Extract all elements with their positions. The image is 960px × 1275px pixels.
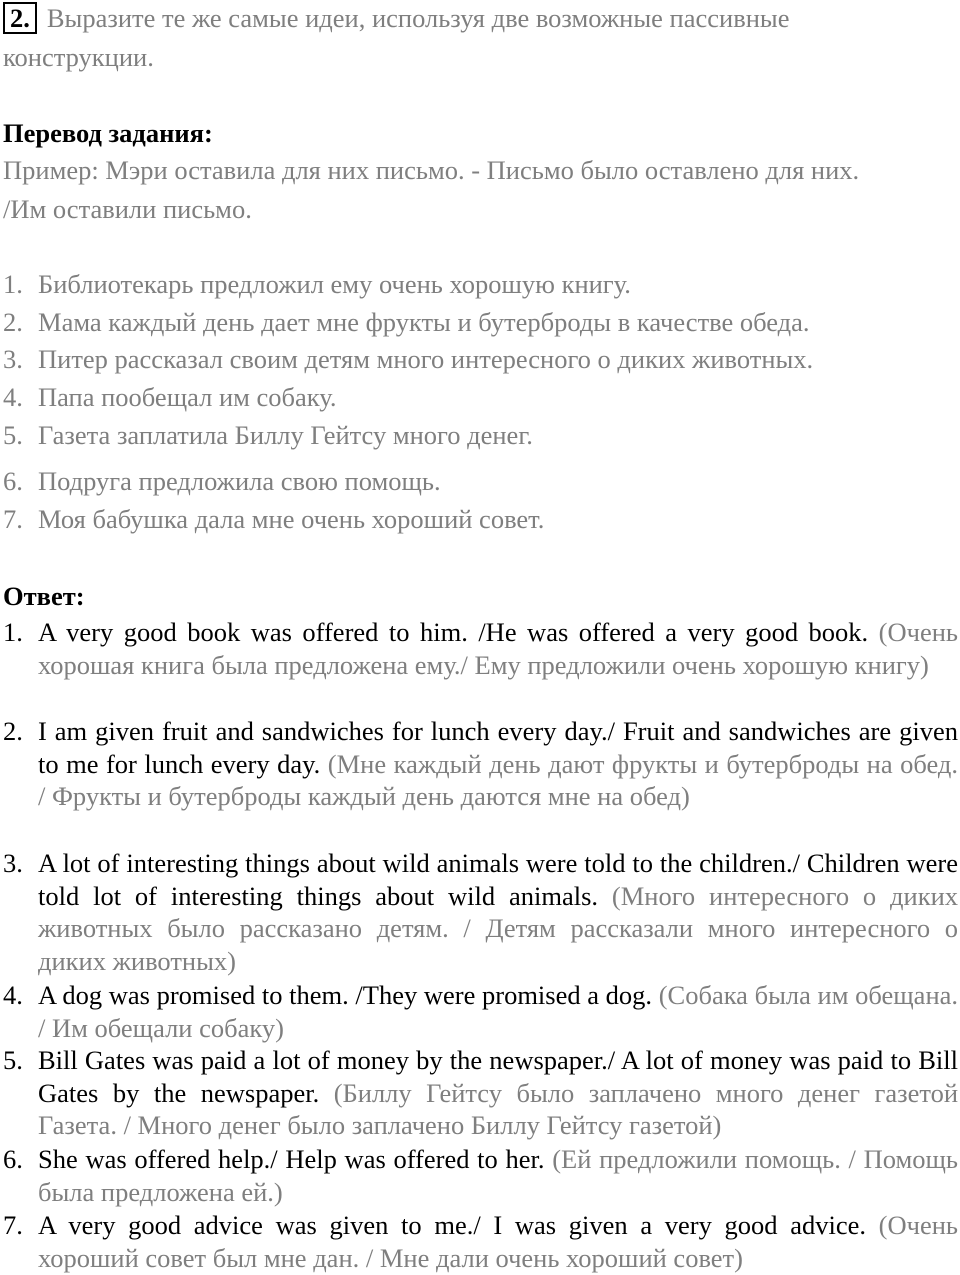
- translation-item-text: Мама каждый день дает мне фрукты и бутерброды в качестве обеда.: [38, 307, 810, 337]
- translation-item-text: Подруга предложила свою помощь.: [38, 466, 441, 496]
- answer-english: Bill Gates was paid a lot of money by the newspaper./ A lot of money was paid to Bill Gates by the newspaper.: [38, 1045, 958, 1108]
- answer-english: A very good book was offered to him. /He was offered a very good book.: [38, 617, 869, 647]
- translation-item: [3, 419, 958, 452]
- translation-item: [3, 268, 958, 301]
- translation-item-number: 3.: [3, 344, 23, 374]
- answer-item-number: 4.: [3, 980, 23, 1010]
- task-instruction-line1: Выразите те же самые идеи, используя две возможные пассивные: [46, 3, 790, 33]
- answer-item-number: 2.: [3, 716, 23, 746]
- answer-russian: (Мне каждый день дают фрукты и бутерброды на обед. / Фрукты и бутерброды каждый день даются мне на обед): [38, 748, 958, 812]
- translation-item-text: Папа пообещал им собаку.: [38, 382, 337, 412]
- answer-russian: (Очень хорошая книга была предложена ему./ Ему предложили очень хорошую книгу): [38, 617, 958, 680]
- translation-item-number: 1.: [3, 269, 23, 299]
- answer-english: A very good advice was given to me./ I was given a very good advice.: [38, 1210, 866, 1240]
- translation-heading: Перевод задания:: [3, 118, 213, 148]
- task-instruction-line2: конструкции.: [3, 42, 154, 72]
- translation-item: [3, 343, 958, 376]
- answer-item-number: 6.: [3, 1144, 23, 1174]
- answer-russian: (Очень хороший совет был мне дан. / Мне дали очень хороший совет): [38, 1210, 958, 1273]
- translation-item-number: 4.: [3, 382, 23, 412]
- translation-item-number: 7.: [3, 504, 23, 534]
- answer-item: [0, 616, 958, 681]
- answer-english: A lot of interesting things about wild animals were told to the children./ Children were told lot of interesting things about wild animals.: [38, 848, 958, 911]
- answer-english: She was offered help./ Help was offered to her.: [38, 1144, 545, 1174]
- answer-heading: Ответ:: [3, 581, 85, 611]
- answer-russian: (Биллу Гейтсу было заплачено много денег газетой Газета. / Много денег было заплачено Биллу Гейтсу газетой): [38, 1077, 959, 1141]
- answer-item-number: 3.: [3, 848, 23, 878]
- answer-item: [0, 847, 958, 978]
- translation-item-text: Газета заплатила Биллу Гейтсу много денег.: [38, 420, 533, 450]
- translation-item: [3, 465, 958, 498]
- answer-english: A dog was promised to them. /They were promised a dog.: [38, 980, 653, 1010]
- answer-item-number: 1.: [3, 617, 23, 647]
- answer-item-number: 7.: [3, 1210, 23, 1240]
- task-instruction: [3, 2, 789, 35]
- translation-item-number: 2.: [3, 307, 23, 337]
- translation-example-line2: /Им оставили письмо.: [3, 194, 252, 224]
- translation-item: [3, 306, 958, 339]
- translation-example-line1: Пример: Мэри оставила для них письмо. - Письмо было оставлено для них.: [3, 155, 860, 185]
- answer-item: [0, 979, 958, 1044]
- answer-item: [0, 1044, 958, 1142]
- translation-item-text: Питер рассказал своим детям много интересного о диких животных.: [38, 344, 814, 374]
- translation-item-text: Моя бабушка дала мне очень хороший совет.: [38, 504, 545, 534]
- answer-item: [0, 1209, 958, 1274]
- translation-item-text: Библиотекарь предложил ему очень хорошую книгу.: [38, 269, 631, 299]
- answer-english: I am given fruit and sandwiches for lunch every day./ Fruit and sandwiches are given to me for lunch every day.: [38, 716, 958, 779]
- translation-item: [3, 381, 958, 414]
- answer-item: [0, 715, 958, 813]
- answer-russian: (Собака была им обещана. / Им обещали собаку): [38, 980, 959, 1043]
- translation-item-number: 6.: [3, 466, 23, 496]
- answer-item-number: 5.: [3, 1045, 23, 1075]
- task-number-box: 2.: [3, 2, 37, 34]
- translation-item-number: 5.: [3, 420, 23, 450]
- answer-russian: (Ей предложили помощь. / Помощь была предложена ей.): [38, 1144, 959, 1207]
- answer-item: [0, 1143, 958, 1208]
- answer-russian: (Много интересного о диких животных было рассказано детям. / Детям рассказали много интересного о диких животных): [38, 880, 959, 977]
- translation-item: [3, 503, 958, 536]
